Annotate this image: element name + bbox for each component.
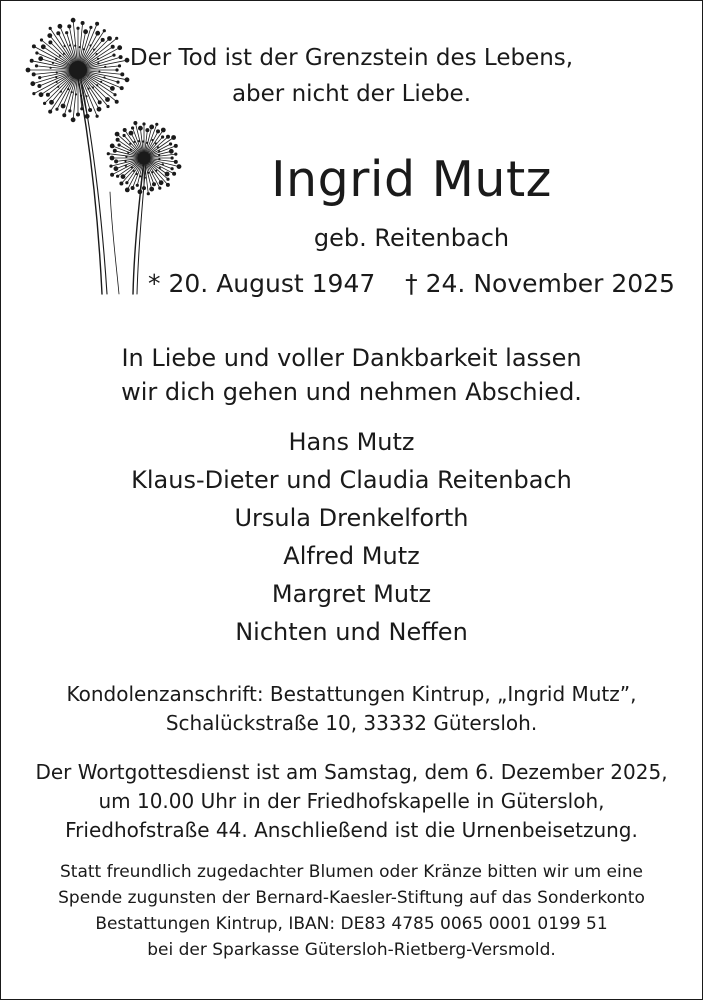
- condolence-line-1: Kondolenzanschrift: Bestattungen Kintrup, „Ingrid Mutz”,: [66, 682, 637, 706]
- condolence-address: [0, 680, 703, 738]
- condolence-line-2: Schalückstraße 10, 33332 Gütersloh.: [165, 711, 538, 735]
- farewell-line-1: In Liebe und voller Dankbarkeit lassen: [121, 344, 582, 372]
- life-dates: [60, 266, 703, 302]
- donation-line-3: Bestattungen Kintrup, IBAN: DE83 4785 0065 0001 0199 51: [95, 914, 608, 934]
- birth-date: * 20. August 1947: [148, 269, 376, 298]
- donation-info: [0, 859, 703, 963]
- mourner: Klaus-Dieter und Claudia Reitenbach: [131, 466, 572, 494]
- quote-line-1: Der Tod ist der Grenzstein des Lebens,: [129, 45, 574, 71]
- mourner: Nichten und Neffen: [235, 618, 468, 646]
- farewell-text: [0, 341, 703, 409]
- donation-line-2: Spende zugunsten der Bernard-Kaesler-Stiftung auf das Sonderkonto: [58, 888, 645, 908]
- service-line-2: um 10.00 Uhr in der Friedhofskapelle in Gütersloh,: [98, 789, 605, 813]
- maiden-name: geb. Reitenbach: [313, 224, 510, 252]
- mourner: Hans Mutz: [288, 428, 415, 456]
- quote-line-2: aber nicht der Liebe.: [231, 81, 472, 107]
- service-line-3: Friedhofstraße 44. Anschließend ist die Urnenbeisetzung.: [65, 818, 638, 842]
- mourners-list: [0, 423, 703, 651]
- donation-line-1: Statt freundlich zugedachter Blumen oder Kränze bitten wir um eine: [60, 862, 643, 882]
- mourner: Ursula Drenkelforth: [234, 504, 469, 532]
- mourner: Alfred Mutz: [283, 542, 420, 570]
- deceased-name: Ingrid Mutz: [271, 151, 552, 208]
- mourner: Margret Mutz: [271, 580, 432, 608]
- service-line-1: Der Wortgottesdienst ist am Samstag, dem 6. Dezember 2025,: [35, 760, 668, 784]
- quote: [0, 40, 703, 112]
- donation-line-4: bei der Sparkasse Gütersloh-Rietberg-Versmold.: [147, 940, 556, 960]
- death-date: † 24. November 2025: [405, 269, 675, 298]
- farewell-line-2: wir dich gehen und nehmen Abschied.: [121, 378, 582, 406]
- service-info: [0, 758, 703, 845]
